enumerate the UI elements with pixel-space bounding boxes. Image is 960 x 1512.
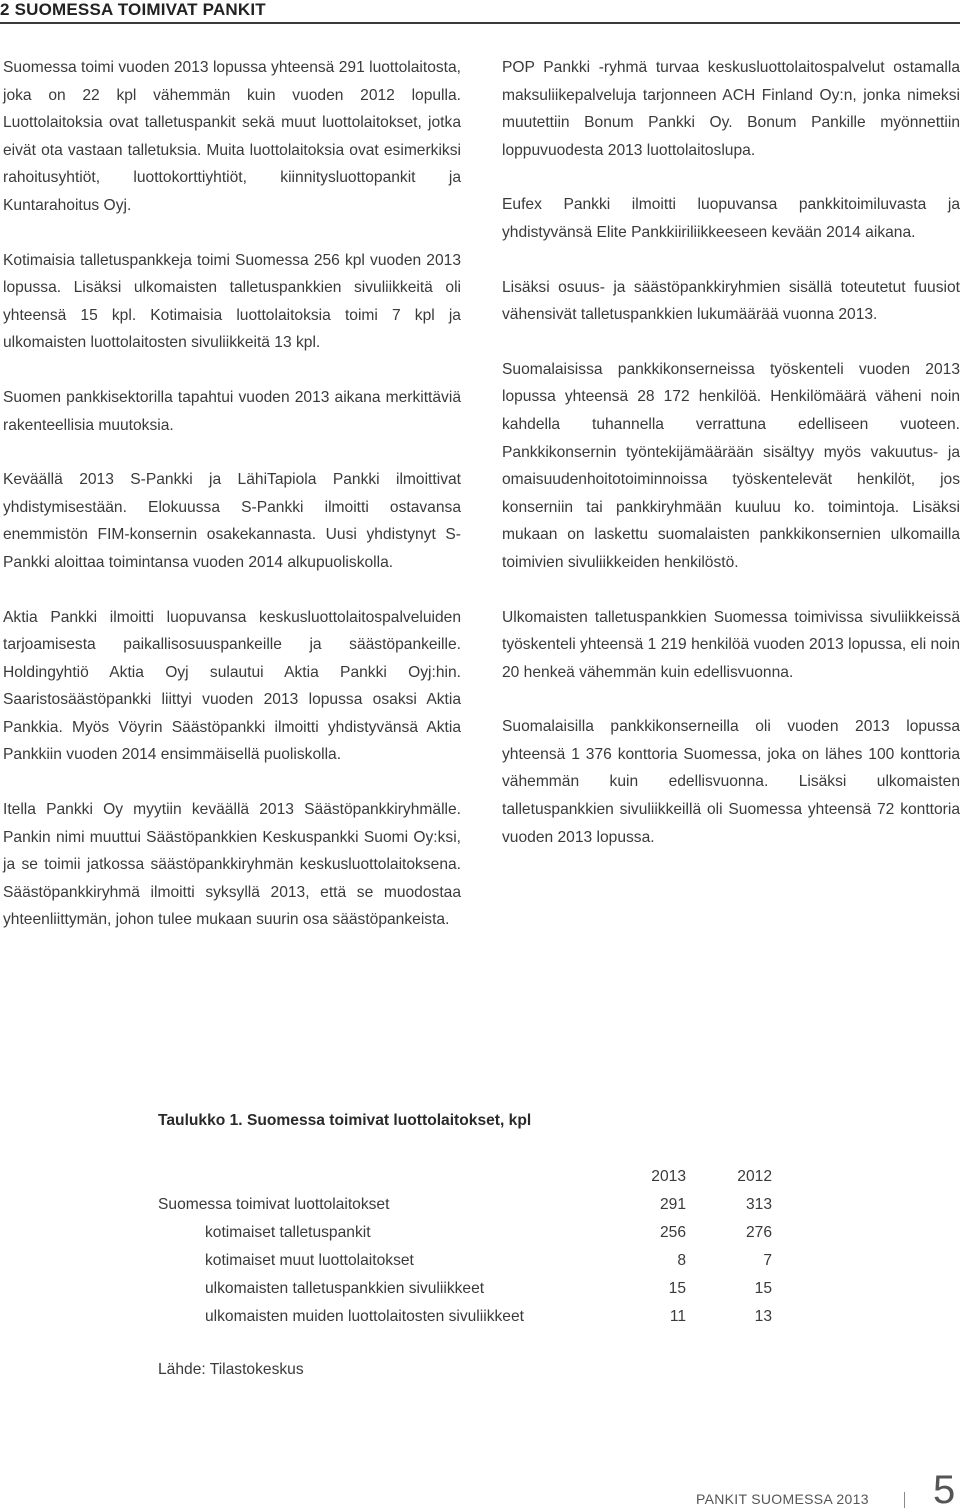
paragraph: Itella Pankki Oy myytiin keväällä 2013 Säästöpankkiryhmälle. Pankin nimi muuttui Säästöpankkien Keskuspankki Suomi Oy:ksi, ja se toimii jatkossa säästöpankkiryhmän keskusluottolaitoksena. Säästöpankkiryhmä ilmoitti syksyllä 2013, että se muodostaa yhteenliittymän, johon tulee mukaan suurin osa säästöpankeista.	[3, 801, 461, 929]
table-row	[158, 1191, 772, 1219]
row-label: ulkomaisten talletuspankkien sivuliikkeet	[205, 1280, 485, 1297]
credit-institutions-table	[158, 1163, 772, 1331]
paragraph: Eufex Pankki ilmoitti luopuvansa pankkitoimiluvasta ja yhdistyvänsä Elite Pankkiiriliikkeeseen kevään 2014 aikana.	[502, 196, 960, 241]
paragraph: Kotimaisia talletuspankkeja toimi Suomessa 256 kpl vuoden 2013 lopussa. Lisäksi ulkomaisten talletuspankkien sivuliikkeitä oli yhteensä 15 kpl. Kotimaisia luottolaitoksia toimi 7 kpl ja ulkomaisten luottolaitosten sivuliikkeitä 13 kpl.	[3, 251, 461, 352]
footer-divider	[904, 1492, 905, 1508]
paragraph: Suomessa toimi vuoden 2013 lopussa yhteensä 291 luottolaitosta, joka on 22 kpl vähemmän kuin vuoden 2012 lopulla. Luottolaitoksia ovat talletuspankit sekä muut luottolaitokset, jotka eivät ota vastaan talletuksia. Muita luottolaitoksia ovat esimerkiksi rahoitusyhtiöt, luottokorttiyhtiöt, kiinnitysluottopankit ja Kuntarahoitus Oyj.	[3, 59, 461, 214]
paragraph: POP Pankki -ryhmä turvaa keskusluottolaitospalvelut ostamalla maksuliikepalveluja tarjonneen ACH Finland Oy:n, jonka nimeksi muutettiin Bonum Pankki Oy. Bonum Pankille myönnettiin loppuvuodesta 2013 luottolaitoslupa.	[502, 59, 960, 159]
row-value-2013: 256	[659, 1224, 686, 1241]
table-header-row	[158, 1163, 772, 1191]
paragraph: Lisäksi osuus- ja säästöpankkiryhmien sisällä toteutetut fuusiot vähensivät talletuspankkien lukumäärää vuonna 2013.	[502, 278, 960, 324]
paragraph: Suomen pankkisektorilla tapahtui vuoden 2013 aikana merkittäviä rakenteellisia muutoksia.	[3, 388, 461, 434]
row-label: ulkomaisten muiden luottolaitosten sivuliikkeet	[205, 1308, 524, 1325]
page-number: 5	[933, 1468, 956, 1512]
row-value-2013: 291	[659, 1196, 686, 1213]
row-value-2012: 15	[754, 1280, 772, 1297]
row-value-2012: 313	[745, 1196, 772, 1213]
paragraph: Aktia Pankki ilmoitti luopuvansa keskusluottolaitospalveluiden tarjoamisesta paikallisosuuspankeille ja säästöpankeille. Holdingyhtiö Aktia Oyj sulautui Aktia Pankki Oyj:hin. Saaristosäästöpankki liittyi vuoden 2013 lopussa osaksi Aktia Pankkia. Myös Vöyrin Säästöpankki ilmoitti yhdistyvänsä Aktia Pankkiin vuoden 2014 ensimmäisellä puoliskolla.	[3, 608, 461, 764]
row-value-2012: 13	[754, 1308, 772, 1325]
row-label: kotimaiset talletuspankit	[205, 1224, 371, 1241]
row-value-2012: 276	[745, 1224, 772, 1241]
left-column	[3, 54, 461, 961]
table-header-label	[158, 1163, 628, 1191]
table-row	[158, 1275, 772, 1303]
section-heading: 2 SUOMESSA TOIMIVAT PANKIT	[0, 0, 960, 24]
row-value-2013: 8	[677, 1252, 686, 1269]
table-header-year: 2013	[651, 1168, 686, 1185]
table-source: Lähde: Tilastokeskus	[158, 1361, 304, 1378]
right-column	[502, 54, 960, 878]
footer-publication-title: PANKIT SUOMESSA 2013	[696, 1491, 869, 1507]
row-label: Suomessa toimivat luottolaitokset	[158, 1196, 390, 1213]
paragraph: Keväällä 2013 S-Pankki ja LähiTapiola Pankki ilmoittivat yhdistymisestään. Elokuussa S-Pankki ilmoitti ostavansa enemmistön FIM-konsernin osakekannasta. Uusi yhdistynyt S-Pankki aloittaa toimintansa vuoden 2014 alkupuoliskolla.	[3, 471, 461, 571]
table-title: Taulukko 1. Suomessa toimivat luottolaitokset, kpl	[158, 1112, 532, 1129]
paragraph: Ulkomaisten talletuspankkien Suomessa toimivissa sivuliikkeissä työskenteli yhteensä 1 219 henkilöä vuoden 2013 lopussa, eli noin 20 henkeä vähemmän kuin edellisvuonna.	[502, 608, 960, 681]
paragraph: Suomalaisilla pankkikonserneilla oli vuoden 2013 lopussa yhteensä 1 376 konttoria Suomessa, joka on lähes 100 konttoria vähemmän kuin edellisvuonna. Lisäksi ulkomaisten talletuspankkien sivuliikkeillä oli Suomessa yhteensä 72 konttoria vuoden 2013 lopussa.	[502, 718, 960, 846]
row-value-2013: 15	[668, 1280, 686, 1297]
table-row	[158, 1303, 772, 1331]
table-header-year: 2012	[737, 1168, 772, 1185]
row-value-2012: 7	[763, 1252, 772, 1269]
row-value-2013: 11	[669, 1308, 686, 1325]
table-row	[158, 1219, 772, 1247]
row-label: kotimaiset muut luottolaitokset	[205, 1252, 414, 1269]
table-row	[158, 1247, 772, 1275]
paragraph: Suomalaisissa pankkikonserneissa työskenteli vuoden 2013 lopussa yhteensä 28 172 henkilöä. Henkilömäärä väheni noin kahdella tuhannella verrattuna edelliseen vuoteen. Pankkikonsernin työntekijämäärään sisältyy myös vakuutus- ja omaisuudenhoitotoiminnoissa työskentelevät henkilöt, jos konserniin tai pankkiryhmään kuuluu ko. toimintoja. Lisäksi mukaan on laskettu suomalaisten pankkikonsernien ulkomailla toimivien sivuliikkeiden henkilöstö.	[502, 360, 960, 571]
